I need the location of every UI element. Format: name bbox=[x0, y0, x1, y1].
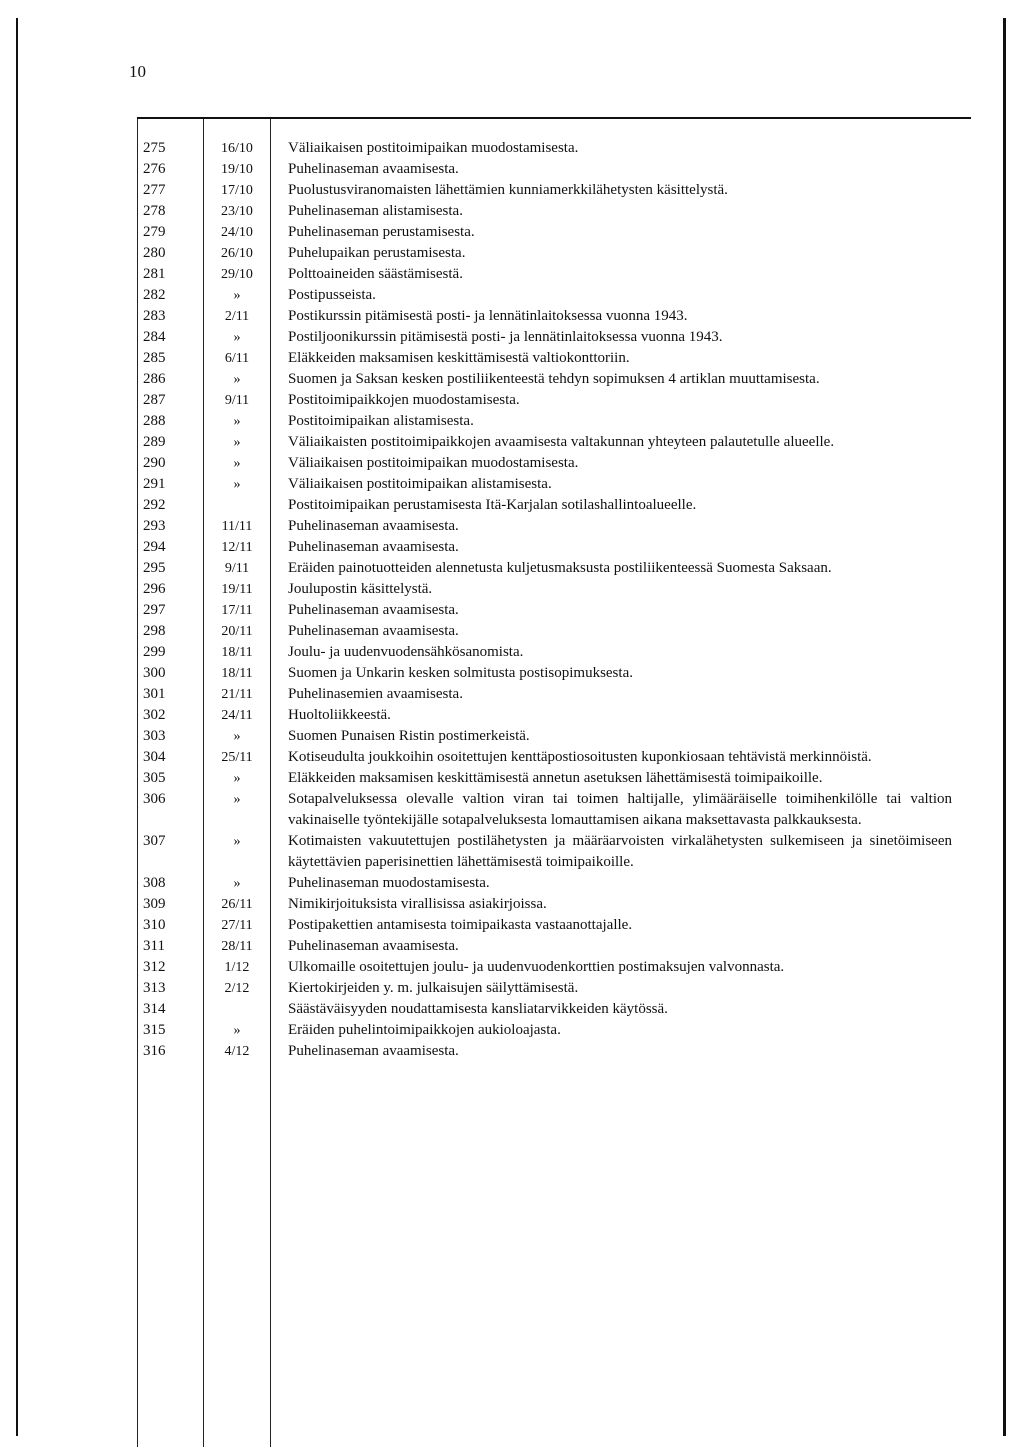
circular-date: 2/11 bbox=[224, 309, 250, 324]
circular-title: Suomen Punaisen Ristin postimerkeistä. bbox=[288, 728, 530, 744]
circular-title: Postitoimipaikan perustamisesta Itä-Karjalan sotilashallintoalueelle. bbox=[288, 497, 697, 513]
circular-number: 308 bbox=[143, 875, 166, 891]
circular-number: 291 bbox=[143, 476, 166, 492]
circular-title: Huoltoliikkeestä. bbox=[288, 707, 391, 723]
circular-number: 303 bbox=[143, 728, 166, 744]
circular-number: 310 bbox=[143, 917, 166, 933]
circular-date: » bbox=[233, 771, 241, 786]
circular-title: Puhelinaseman muodostamisesta. bbox=[288, 875, 490, 891]
circular-number: 300 bbox=[143, 665, 166, 681]
circular-title: Puhelinaseman alistamisesta. bbox=[288, 203, 463, 219]
circular-title: Puolustusviranomaisten lähettämien kunniamerkkilähetysten käsittelystä. bbox=[288, 182, 728, 198]
list-item bbox=[0, 432, 1024, 453]
circular-title: Puhelinaseman avaamisesta. bbox=[288, 1043, 459, 1059]
circular-number: 304 bbox=[143, 749, 166, 765]
circular-title: Puhelinasemien avaamisesta. bbox=[288, 686, 463, 702]
circular-title: Puhelinaseman avaamisesta. bbox=[288, 539, 459, 555]
circular-date: » bbox=[233, 834, 241, 849]
list-item bbox=[0, 138, 1024, 159]
list-item bbox=[0, 747, 1024, 768]
list-item bbox=[0, 957, 1024, 978]
circular-date: » bbox=[233, 288, 241, 303]
circular-title: Joulupostin käsittelystä. bbox=[288, 581, 433, 597]
circular-number: 284 bbox=[143, 329, 166, 345]
list-item bbox=[0, 222, 1024, 243]
circular-number: 312 bbox=[143, 959, 166, 975]
circular-title: Puhelinaseman avaamisesta. bbox=[288, 938, 459, 954]
circular-number: 301 bbox=[143, 686, 166, 702]
circular-title: Puhelinaseman avaamisesta. bbox=[288, 161, 459, 177]
list-item bbox=[0, 495, 1024, 516]
list-item bbox=[0, 243, 1024, 264]
circular-number: 307 bbox=[143, 833, 166, 849]
circular-title: Väliaikaisten postitoimipaikkojen avaamisesta valtakunnan yhteyteen palautetulle alueelle. bbox=[288, 434, 835, 450]
circular-date: 24/11 bbox=[221, 708, 253, 723]
circular-date: 26/10 bbox=[221, 246, 253, 261]
circular-title: Nimikirjoituksista virallisissa asiakirjoissa. bbox=[288, 896, 547, 912]
circular-date: 25/11 bbox=[221, 750, 253, 765]
list-item bbox=[0, 390, 1024, 411]
circular-number: 290 bbox=[143, 455, 166, 471]
circular-title: Kiertokirjeiden y. m. julkaisujen säilyttämisestä. bbox=[288, 980, 579, 996]
circular-number: 282 bbox=[143, 287, 166, 303]
circular-date: 18/11 bbox=[221, 666, 253, 681]
circular-number: 283 bbox=[143, 308, 166, 324]
list-item bbox=[0, 579, 1024, 600]
list-item bbox=[0, 348, 1024, 369]
circular-date: » bbox=[233, 435, 241, 450]
circular-number: 289 bbox=[143, 434, 166, 450]
circular-date: » bbox=[233, 792, 241, 807]
circular-number: 292 bbox=[143, 497, 166, 513]
list-item bbox=[0, 999, 1024, 1020]
circular-title: Puhelinaseman avaamisesta. bbox=[288, 518, 459, 534]
circular-title: Eläkkeiden maksamisen keskittämisestä valtiokonttoriin. bbox=[288, 350, 630, 366]
circular-date: 23/10 bbox=[221, 204, 253, 219]
list-item bbox=[0, 453, 1024, 474]
circular-title: Väliaikaisen postitoimipaikan muodostamisesta. bbox=[288, 455, 579, 471]
list-item bbox=[0, 159, 1024, 180]
list-item bbox=[0, 768, 1024, 789]
circular-title: Puhelinaseman perustamisesta. bbox=[288, 224, 475, 240]
list-item bbox=[0, 369, 1024, 390]
list-item bbox=[0, 705, 1024, 726]
circular-date: 12/11 bbox=[221, 540, 253, 555]
circular-date: » bbox=[233, 330, 241, 345]
page-number: 10 bbox=[129, 62, 146, 81]
circular-title: Kotimaisten vakuutettujen postilähetysten ja määräarvoisten virkalähetysten sulkemiseen ja sinetöimiseen käytettävien paperisinettien lähettämisestä toimipaikoille. bbox=[288, 833, 952, 870]
circular-number: 313 bbox=[143, 980, 166, 996]
circular-date: 9/11 bbox=[224, 393, 250, 408]
list-item bbox=[0, 1041, 1024, 1062]
circular-title: Säästäväisyyden noudattamisesta kansliatarvikkeiden käytössä. bbox=[288, 1001, 668, 1017]
circular-title: Polttoaineiden säästämisestä. bbox=[288, 266, 463, 282]
circular-title: Suomen ja Unkarin kesken solmitusta postisopimuksesta. bbox=[288, 665, 633, 681]
list-item bbox=[0, 831, 1024, 873]
circular-number: 285 bbox=[143, 350, 166, 366]
circular-title: Postitoimipaikan alistamisesta. bbox=[288, 413, 474, 429]
circular-title: Väliaikaisen postitoimipaikan muodostamisesta. bbox=[288, 140, 579, 156]
list-item bbox=[0, 516, 1024, 537]
circular-date: » bbox=[233, 477, 241, 492]
list-item bbox=[0, 726, 1024, 747]
list-item bbox=[0, 621, 1024, 642]
circular-list bbox=[0, 138, 1024, 1062]
circular-date: 19/11 bbox=[221, 582, 253, 597]
circular-date: 27/11 bbox=[221, 918, 253, 933]
circular-date: 1/12 bbox=[224, 960, 250, 975]
circular-title: Postikurssin pitämisestä posti- ja lennätinlaitoksessa vuonna 1943. bbox=[288, 308, 688, 324]
circular-date: » bbox=[233, 1023, 241, 1038]
circular-title: Väliaikaisen postitoimipaikan alistamisesta. bbox=[288, 476, 552, 492]
list-item bbox=[0, 936, 1024, 957]
list-item bbox=[0, 264, 1024, 285]
circular-number: 297 bbox=[143, 602, 166, 618]
list-item bbox=[0, 894, 1024, 915]
circular-number: 275 bbox=[143, 140, 166, 156]
circular-date: » bbox=[233, 876, 241, 891]
circular-date: 20/11 bbox=[221, 624, 253, 639]
circular-title: Kotiseudulta joukkoihin osoitettujen kenttäpostiosoitusten kuponkiosaan tehtävistä merkinnöistä. bbox=[288, 749, 872, 765]
list-item bbox=[0, 558, 1024, 579]
list-item bbox=[0, 180, 1024, 201]
list-item bbox=[0, 684, 1024, 705]
circular-date: 9/11 bbox=[224, 561, 250, 576]
circular-date: 16/10 bbox=[221, 141, 253, 156]
list-item bbox=[0, 873, 1024, 894]
circular-number: 316 bbox=[143, 1043, 166, 1059]
circular-number: 296 bbox=[143, 581, 166, 597]
circular-date: 17/10 bbox=[221, 183, 253, 198]
list-item bbox=[0, 411, 1024, 432]
list-item bbox=[0, 600, 1024, 621]
list-item bbox=[0, 306, 1024, 327]
circular-number: 305 bbox=[143, 770, 166, 786]
circular-number: 287 bbox=[143, 392, 166, 408]
list-item bbox=[0, 201, 1024, 222]
circular-date: » bbox=[233, 372, 241, 387]
circular-number: 298 bbox=[143, 623, 166, 639]
circular-title: Postipusseista. bbox=[288, 287, 376, 303]
circular-date: » bbox=[233, 414, 241, 429]
circular-date: 17/11 bbox=[221, 603, 253, 618]
table-top-rule bbox=[137, 117, 971, 119]
circular-number: 279 bbox=[143, 224, 166, 240]
list-item bbox=[0, 285, 1024, 306]
circular-date: 26/11 bbox=[221, 897, 253, 912]
circular-date: 24/10 bbox=[221, 225, 253, 240]
circular-date: 4/12 bbox=[224, 1044, 250, 1059]
circular-number: 302 bbox=[143, 707, 166, 723]
circular-number: 276 bbox=[143, 161, 166, 177]
circular-number: 293 bbox=[143, 518, 166, 534]
circular-date: 11/11 bbox=[221, 519, 253, 534]
circular-date: 19/10 bbox=[221, 162, 253, 177]
circular-title: Postipakettien antamisesta toimipaikasta vastaanottajalle. bbox=[288, 917, 633, 933]
list-item bbox=[0, 663, 1024, 684]
circular-title: Postitoimipaikkojen muodostamisesta. bbox=[288, 392, 520, 408]
circular-date: 28/11 bbox=[221, 939, 253, 954]
circular-title: Eräiden puhelintoimipaikkojen aukioloajasta. bbox=[288, 1022, 561, 1038]
circular-date: 6/11 bbox=[224, 351, 250, 366]
circular-title: Ulkomaille osoitettujen joulu- ja uudenvuodenkorttien postimaksujen valvonnasta. bbox=[288, 959, 785, 975]
circular-title: Eräiden painotuotteiden alennetusta kuljetusmaksusta postiliikenteessä Suomesta Saksaan. bbox=[288, 560, 832, 576]
circular-title: Puhelupaikan perustamisesta. bbox=[288, 245, 466, 261]
list-item bbox=[0, 789, 1024, 831]
circular-date: 2/12 bbox=[224, 981, 250, 996]
circular-title: Eläkkeiden maksamisen keskittämisestä annetun asetuksen lähettämisestä toimipaikoille. bbox=[288, 770, 823, 786]
list-item bbox=[0, 474, 1024, 495]
list-item bbox=[0, 327, 1024, 348]
circular-date: 18/11 bbox=[221, 645, 253, 660]
circular-number: 280 bbox=[143, 245, 166, 261]
list-item bbox=[0, 642, 1024, 663]
circular-number: 286 bbox=[143, 371, 166, 387]
circular-title: Postiljoonikurssin pitämisestä posti- ja lennätinlaitoksessa vuonna 1943. bbox=[288, 329, 723, 345]
circular-title: Puhelinaseman avaamisesta. bbox=[288, 623, 459, 639]
circular-number: 311 bbox=[143, 938, 165, 954]
list-item bbox=[0, 537, 1024, 558]
circular-number: 295 bbox=[143, 560, 166, 576]
list-item bbox=[0, 915, 1024, 936]
circular-number: 278 bbox=[143, 203, 166, 219]
circular-date: » bbox=[233, 456, 241, 471]
circular-title: Puhelinaseman avaamisesta. bbox=[288, 602, 459, 618]
circular-number: 294 bbox=[143, 539, 166, 555]
circular-title: Suomen ja Saksan kesken postiliikenteestä tehdyn sopimuksen 4 artiklan muuttamisesta. bbox=[288, 371, 820, 387]
circular-title: Joulu- ja uudenvuodensähkösanomista. bbox=[288, 644, 524, 660]
list-item bbox=[0, 978, 1024, 999]
list-item bbox=[0, 1020, 1024, 1041]
circular-number: 288 bbox=[143, 413, 166, 429]
circular-date: 29/10 bbox=[221, 267, 253, 282]
circular-number: 309 bbox=[143, 896, 166, 912]
circular-date: » bbox=[233, 729, 241, 744]
circular-number: 315 bbox=[143, 1022, 166, 1038]
circular-number: 281 bbox=[143, 266, 166, 282]
circular-title: Sotapalveluksessa olevalle valtion viran tai toimen haltijalle, ylimääräiselle toimihenkilölle tai valtion vakinaiselle työntekijälle sotapalveluksesta lomauttamisen aikana maksettavasta palkkauksesta. bbox=[288, 791, 952, 828]
circular-number: 306 bbox=[143, 791, 166, 807]
circular-number: 277 bbox=[143, 182, 166, 198]
circular-date: 21/11 bbox=[221, 687, 253, 702]
circular-number: 299 bbox=[143, 644, 166, 660]
circular-number: 314 bbox=[143, 1001, 166, 1017]
